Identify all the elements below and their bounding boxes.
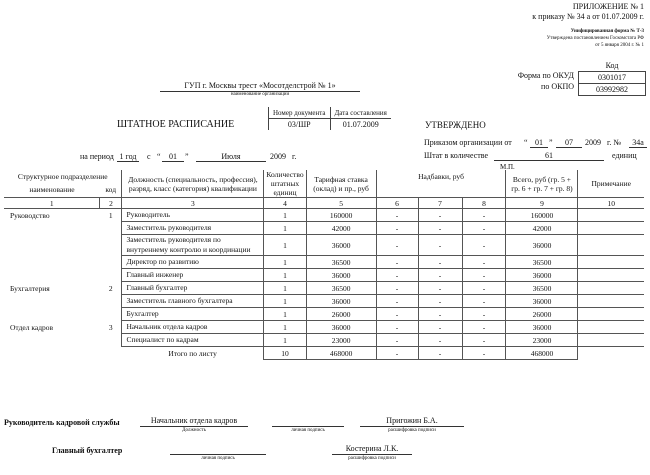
staff-count: 61 xyxy=(494,151,604,161)
chief-name-caption: расшифровка подписи xyxy=(348,456,396,461)
cell-dept xyxy=(4,295,100,308)
table-row xyxy=(4,256,644,269)
cell-dept xyxy=(4,222,100,235)
table-footer-row xyxy=(4,347,644,360)
header-code: код xyxy=(105,185,117,195)
cell-position: Главный бухгалтер xyxy=(122,282,264,295)
cell-total: 160000 xyxy=(506,209,578,222)
cell-dept: Отдел кадров xyxy=(10,322,54,332)
cell-a6: - xyxy=(376,256,418,269)
table-row xyxy=(4,321,644,334)
stamp-mp: М.П. xyxy=(500,163,515,171)
hr-head-title: Руководитель кадровой службы xyxy=(4,418,120,427)
order-year: 2009 xyxy=(585,138,601,147)
column-number: 8 xyxy=(462,198,506,209)
period-year: 2009 xyxy=(270,152,286,161)
table-row xyxy=(4,334,644,347)
period-year-suffix: г. xyxy=(292,152,297,161)
chief-signature-caption: личная подпись xyxy=(201,456,235,461)
footer-a8: - xyxy=(462,347,506,360)
cell-dept xyxy=(4,235,100,256)
cell-total: 36000 xyxy=(506,235,578,256)
column-number: 1 xyxy=(4,198,100,209)
cell-a6: - xyxy=(376,334,418,347)
cell-a8: - xyxy=(462,282,506,295)
cell-count: 1 xyxy=(264,295,306,308)
period-quote-close: ” xyxy=(185,152,189,161)
cell-a6: - xyxy=(376,308,418,321)
period-label: на период xyxy=(80,152,114,161)
order-number-label: г. № xyxy=(607,138,622,147)
appendix-title: ПРИЛОЖЕНИЕ № 1 xyxy=(572,2,644,11)
document-title: ШТАТНОЕ РАСПИСАНИЕ xyxy=(117,119,235,130)
form-unified-label: Унифицированная форма № Т-3 xyxy=(570,29,644,34)
column-number: 10 xyxy=(578,198,644,209)
order-month: 07 xyxy=(556,138,582,148)
column-number: 4 xyxy=(264,198,306,209)
cell-count: 1 xyxy=(264,308,306,321)
cell-a8: - xyxy=(462,321,506,334)
staff-schedule-table xyxy=(4,170,644,360)
cell-tariff: 23000 xyxy=(306,334,376,347)
cell-code: 3 xyxy=(108,322,113,332)
cell-tariff: 36000 xyxy=(306,321,376,334)
cell-count: 1 xyxy=(264,282,306,295)
cell-count: 1 xyxy=(264,235,306,256)
cell-code xyxy=(100,269,122,282)
column-numbers-row xyxy=(4,198,644,209)
cell-tariff: 36000 xyxy=(306,269,376,282)
cell-position: Директор по развитию xyxy=(122,256,264,269)
cell-note xyxy=(578,334,644,347)
footer-a7: - xyxy=(418,347,462,360)
okud-label: Форма по ОКУД xyxy=(517,71,574,80)
cell-a7: - xyxy=(418,295,462,308)
doc-date: 01.07.2009 xyxy=(330,119,391,131)
period-month: Июля xyxy=(196,152,266,162)
cell-tariff: 160000 xyxy=(306,209,376,222)
cell-position: Главный инженер xyxy=(122,269,264,282)
codes-header: Код xyxy=(605,61,619,70)
document-number-table xyxy=(268,107,391,130)
period-from-label: с xyxy=(147,152,151,161)
cell-code: 2 xyxy=(108,283,113,293)
cell-a8: - xyxy=(462,222,506,235)
cell-count: 1 xyxy=(264,209,306,222)
header-position: Должность (специальность, профессия), разряд, класс (категория) квалификации xyxy=(122,170,264,198)
order-quote-open: “ xyxy=(524,138,528,147)
order-day: 01 xyxy=(530,138,548,148)
header-total: Всего, руб (гр. 5 + гр. 6 + гр. 7 + гр. 8) xyxy=(506,170,578,198)
form-approved-date: от 5 января 2004 г. № 1 xyxy=(595,43,644,48)
hr-name-caption: расшифровка подписи xyxy=(388,428,436,433)
cell-a8: - xyxy=(462,235,506,256)
cell-count: 1 xyxy=(264,334,306,347)
cell-code xyxy=(100,308,122,321)
cell-tariff: 36500 xyxy=(306,282,376,295)
table-body xyxy=(4,209,644,347)
footer-tariff: 468000 xyxy=(306,347,376,360)
cell-note xyxy=(578,282,644,295)
table-row xyxy=(4,308,644,321)
cell-note xyxy=(578,269,644,282)
cell-a8: - xyxy=(462,256,506,269)
column-number: 2 xyxy=(100,198,122,209)
okpo-value: 03992982 xyxy=(579,84,646,96)
column-number: 9 xyxy=(506,198,578,209)
cell-total: 42000 xyxy=(506,222,578,235)
cell-position: Бухгалтер xyxy=(122,308,264,321)
column-number: 6 xyxy=(376,198,418,209)
cell-total: 36000 xyxy=(506,321,578,334)
cell-position: Заместитель главного бухгалтера xyxy=(122,295,264,308)
header-units-count: Количество штатных единиц xyxy=(264,170,306,198)
chief-signature-line[interactable] xyxy=(170,444,266,455)
cell-note xyxy=(578,235,644,256)
table-row xyxy=(4,222,644,235)
cell-a8: - xyxy=(462,308,506,321)
table-row xyxy=(4,235,644,256)
cell-count: 1 xyxy=(264,321,306,334)
cell-code xyxy=(100,235,122,256)
cell-position: Начальник отдела кадров xyxy=(122,321,264,334)
hr-signature-line[interactable] xyxy=(272,416,344,427)
hr-name: Пригожин Б.А. xyxy=(360,416,464,427)
header-note: Примечание xyxy=(578,170,644,198)
codes-table xyxy=(578,60,646,96)
cell-a6: - xyxy=(376,282,418,295)
cell-a7: - xyxy=(418,256,462,269)
order-number: 34а xyxy=(629,138,647,148)
table-row xyxy=(4,282,644,295)
header-allowances: Надбавки, руб xyxy=(376,170,506,182)
approved-stamp: УТВЕРЖДЕНО xyxy=(425,120,486,130)
column-number: 5 xyxy=(306,198,376,209)
doc-date-label: Дата составления xyxy=(330,107,391,119)
okud-value: 0301017 xyxy=(579,72,646,84)
header-tariff: Тарифная ставка (оклад) и пр., руб xyxy=(306,170,376,198)
cell-a8: - xyxy=(462,269,506,282)
cell-tariff: 36000 xyxy=(306,235,376,256)
cell-a7: - xyxy=(418,222,462,235)
cell-a7: - xyxy=(418,235,462,256)
footer-count: 10 xyxy=(264,347,306,360)
cell-code xyxy=(100,222,122,235)
cell-total: 36000 xyxy=(506,295,578,308)
column-number: 7 xyxy=(418,198,462,209)
table-row xyxy=(4,269,644,282)
staff-units: единиц xyxy=(612,151,637,160)
cell-a7: - xyxy=(418,334,462,347)
cell-dept: Бухгалтерия xyxy=(10,283,50,293)
cell-a8: - xyxy=(462,295,506,308)
cell-a6: - xyxy=(376,235,418,256)
cell-dept xyxy=(4,334,100,347)
footer-total: 468000 xyxy=(506,347,578,360)
cell-count: 1 xyxy=(264,269,306,282)
chief-accountant-title: Главный бухгалтер xyxy=(52,446,123,455)
footer-a6: - xyxy=(376,347,418,360)
cell-total: 36500 xyxy=(506,256,578,269)
cell-a7: - xyxy=(418,269,462,282)
doc-number-label: Номер документа xyxy=(269,107,331,119)
hr-position-caption: Должность xyxy=(182,428,206,433)
period-duration: 1 год xyxy=(117,152,139,162)
order-quote-close: ” xyxy=(549,138,553,147)
cell-total: 36000 xyxy=(506,269,578,282)
cell-position: Специалист по кадрам xyxy=(122,334,264,347)
organization-name: ГУП г. Москвы трест «Мосотделстрой № 1» xyxy=(160,81,360,92)
cell-code xyxy=(100,334,122,347)
cell-position: Руководитель xyxy=(122,209,264,222)
cell-note xyxy=(578,321,644,334)
cell-a7: - xyxy=(418,321,462,334)
cell-position: Заместитель руководителя xyxy=(122,222,264,235)
cell-a6: - xyxy=(376,269,418,282)
period-day: 01 xyxy=(162,152,184,162)
cell-note xyxy=(578,256,644,269)
chief-name: Костерина Л.К. xyxy=(332,444,412,455)
cell-a6: - xyxy=(376,209,418,222)
header-structural-unit: Структурное подразделение xyxy=(17,171,108,181)
cell-note xyxy=(578,295,644,308)
cell-a8: - xyxy=(462,209,506,222)
okpo-label: по ОКПО xyxy=(541,82,574,91)
cell-total: 26000 xyxy=(506,308,578,321)
hr-position: Начальник отдела кадров xyxy=(140,416,248,427)
footer-label: Итого по листу xyxy=(122,347,264,360)
cell-dept xyxy=(4,269,100,282)
cell-dept xyxy=(4,256,100,269)
cell-tariff: 36000 xyxy=(306,295,376,308)
hr-signature-caption: личная подпись xyxy=(291,428,325,433)
column-number: 3 xyxy=(122,198,264,209)
cell-note xyxy=(578,308,644,321)
appendix-order-ref: к приказу № 34 а от 01.07.2009 г. xyxy=(532,12,644,21)
cell-a7: - xyxy=(418,282,462,295)
cell-code xyxy=(100,295,122,308)
order-prefix: Приказом организации от xyxy=(424,138,512,147)
cell-total: 23000 xyxy=(506,334,578,347)
cell-count: 1 xyxy=(264,256,306,269)
cell-tariff: 26000 xyxy=(306,308,376,321)
cell-a6: - xyxy=(376,295,418,308)
period-quote-open: “ xyxy=(157,152,161,161)
cell-code: 1 xyxy=(108,210,113,220)
table-row xyxy=(4,295,644,308)
cell-a6: - xyxy=(376,321,418,334)
cell-a7: - xyxy=(418,308,462,321)
cell-tariff: 42000 xyxy=(306,222,376,235)
staff-label: Штат в количестве xyxy=(424,151,489,160)
cell-note xyxy=(578,209,644,222)
doc-number: 03/ШР xyxy=(269,119,331,131)
cell-position: Заместитель руководителя по внутреннему контролю и координации xyxy=(122,235,264,256)
header-name: наименование xyxy=(29,185,75,195)
cell-dept: Руководство xyxy=(10,210,50,220)
cell-a8: - xyxy=(462,334,506,347)
cell-a6: - xyxy=(376,222,418,235)
cell-note xyxy=(578,222,644,235)
cell-a7: - xyxy=(418,209,462,222)
cell-dept xyxy=(4,308,100,321)
organization-caption: наименование организации xyxy=(230,92,290,97)
cell-total: 36500 xyxy=(506,282,578,295)
table-row xyxy=(4,209,644,222)
cell-code xyxy=(100,256,122,269)
cell-tariff: 36500 xyxy=(306,256,376,269)
form-approved-label: Утверждена постановлением Госкомстата РФ xyxy=(546,36,644,41)
cell-count: 1 xyxy=(264,222,306,235)
